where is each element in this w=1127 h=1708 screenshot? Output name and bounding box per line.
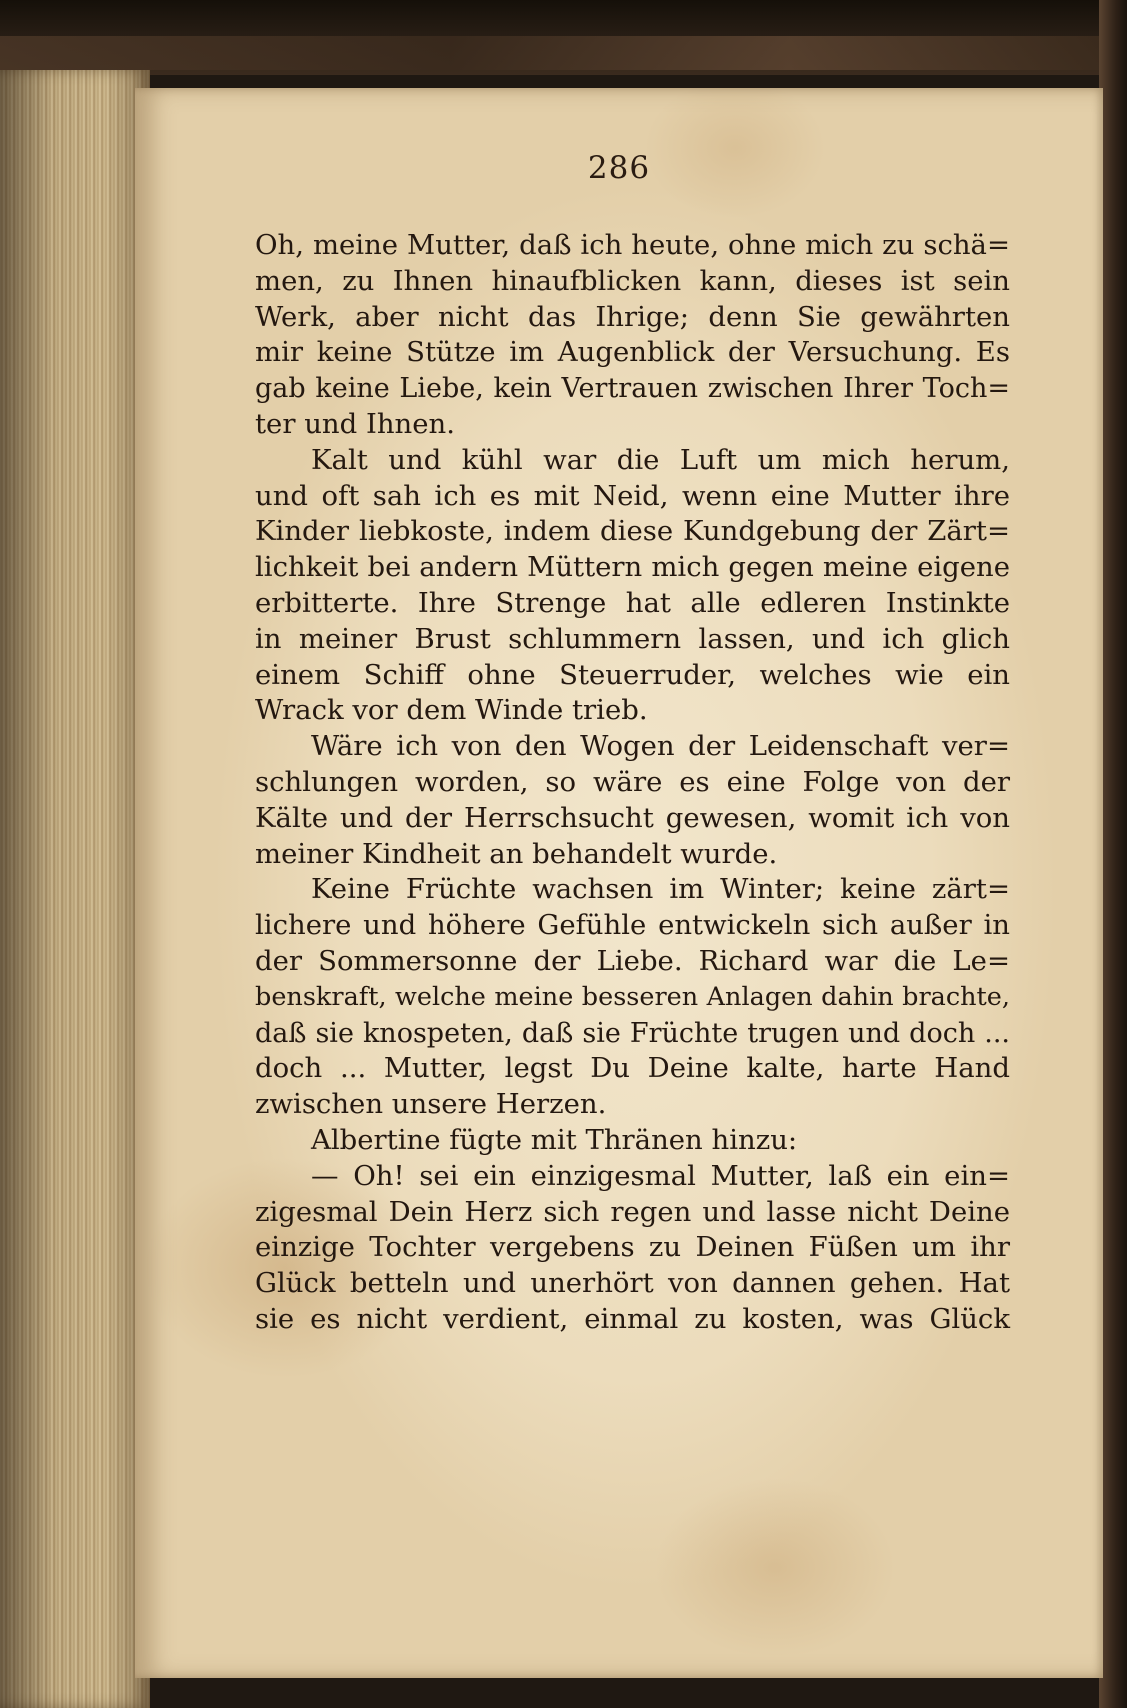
text-line: Glück betteln und unerhört von dannen gehen. Hat	[255, 1267, 1010, 1300]
page-number: 286	[587, 150, 651, 186]
text-line: erbitterte. Ihre Strenge hat alle edleren Instinkte	[255, 586, 1010, 619]
text-line: zigesmal Dein Herz sich regen und lasse nicht Deine	[255, 1195, 1010, 1228]
text-line: Kinder liebkoste, indem diese Kundgebung der Zärt=	[255, 515, 1010, 548]
text-line: zwischen unsere Herzen.	[255, 1088, 607, 1121]
page-block-shade	[0, 70, 150, 1708]
book-binding-edge	[1099, 0, 1127, 1708]
text-line: Keine Früchte wachsen im Winter; keine zärt=	[311, 873, 1010, 906]
text-line: schlungen worden, so wäre es eine Folge von der	[255, 765, 1010, 798]
text-line: der Sommersonne der Liebe. Richard war die Le=	[255, 944, 1010, 977]
text-line: lichere und höhere Gefühle entwickeln sich außer in	[255, 909, 1010, 942]
page-text-block	[255, 228, 1010, 1338]
book-cover-band	[0, 36, 1127, 70]
text-line: mir keine Stütze im Augenblick der Versuchung. Es	[255, 336, 1010, 369]
text-line: Werk, aber nicht das Ihrige; denn Sie gewährten	[255, 300, 1010, 333]
text-line: men, zu Ihnen hinaufblicken kann, dieses ist sein	[255, 264, 1010, 297]
text-line: ter und Ihnen.	[255, 407, 455, 440]
text-line: benskraft, welche meine besseren Anlagen dahin brachte,	[255, 981, 1010, 1012]
text-line: Kalt und kühl war die Luft um mich herum,	[311, 443, 1010, 476]
text-line: meiner Kindheit an behandelt wurde.	[255, 837, 778, 870]
text-line: einem Schiff ohne Steuerruder, welches wie ein	[255, 658, 1010, 691]
text-line: Oh, meine Mutter, daß ich heute, ohne mich zu schä=	[255, 229, 1010, 261]
text-line: doch ... Mutter, legst Du Deine kalte, harte Hand	[255, 1052, 1010, 1085]
text-line: Wäre ich von den Wogen der Leidenschaft ver=	[311, 730, 1010, 763]
text-line: Wrack vor dem Winde trieb.	[255, 694, 648, 727]
text-line: einzige Tochter vergebens zu Deinen Füßen um ihr	[255, 1231, 1010, 1264]
text-line: lichkeit bei andern Müttern mich gegen meine eigene	[255, 551, 1010, 584]
text-line: sie es nicht verdient, einmal zu kosten, was Glück	[255, 1302, 1010, 1335]
text-line: in meiner Brust schlummern lassen, und ich glich	[255, 622, 1010, 655]
text-line: Albertine fügte mit Thränen hinzu:	[311, 1123, 798, 1156]
text-line: — Oh! sei ein einzigesmal Mutter, laß ein ein=	[311, 1159, 1010, 1192]
text-line: und oft sah ich es mit Neid, wenn eine Mutter ihre	[255, 479, 1010, 512]
book-page	[135, 88, 1103, 1678]
text-line: Kälte und der Herrschsucht gewesen, womit ich von	[255, 801, 1010, 834]
text-line: gab keine Liebe, kein Vertrauen zwischen Ihrer Toch=	[255, 373, 1010, 405]
text-line: daß sie knospeten, daß sie Früchte trugen und doch ...	[255, 1017, 1010, 1049]
